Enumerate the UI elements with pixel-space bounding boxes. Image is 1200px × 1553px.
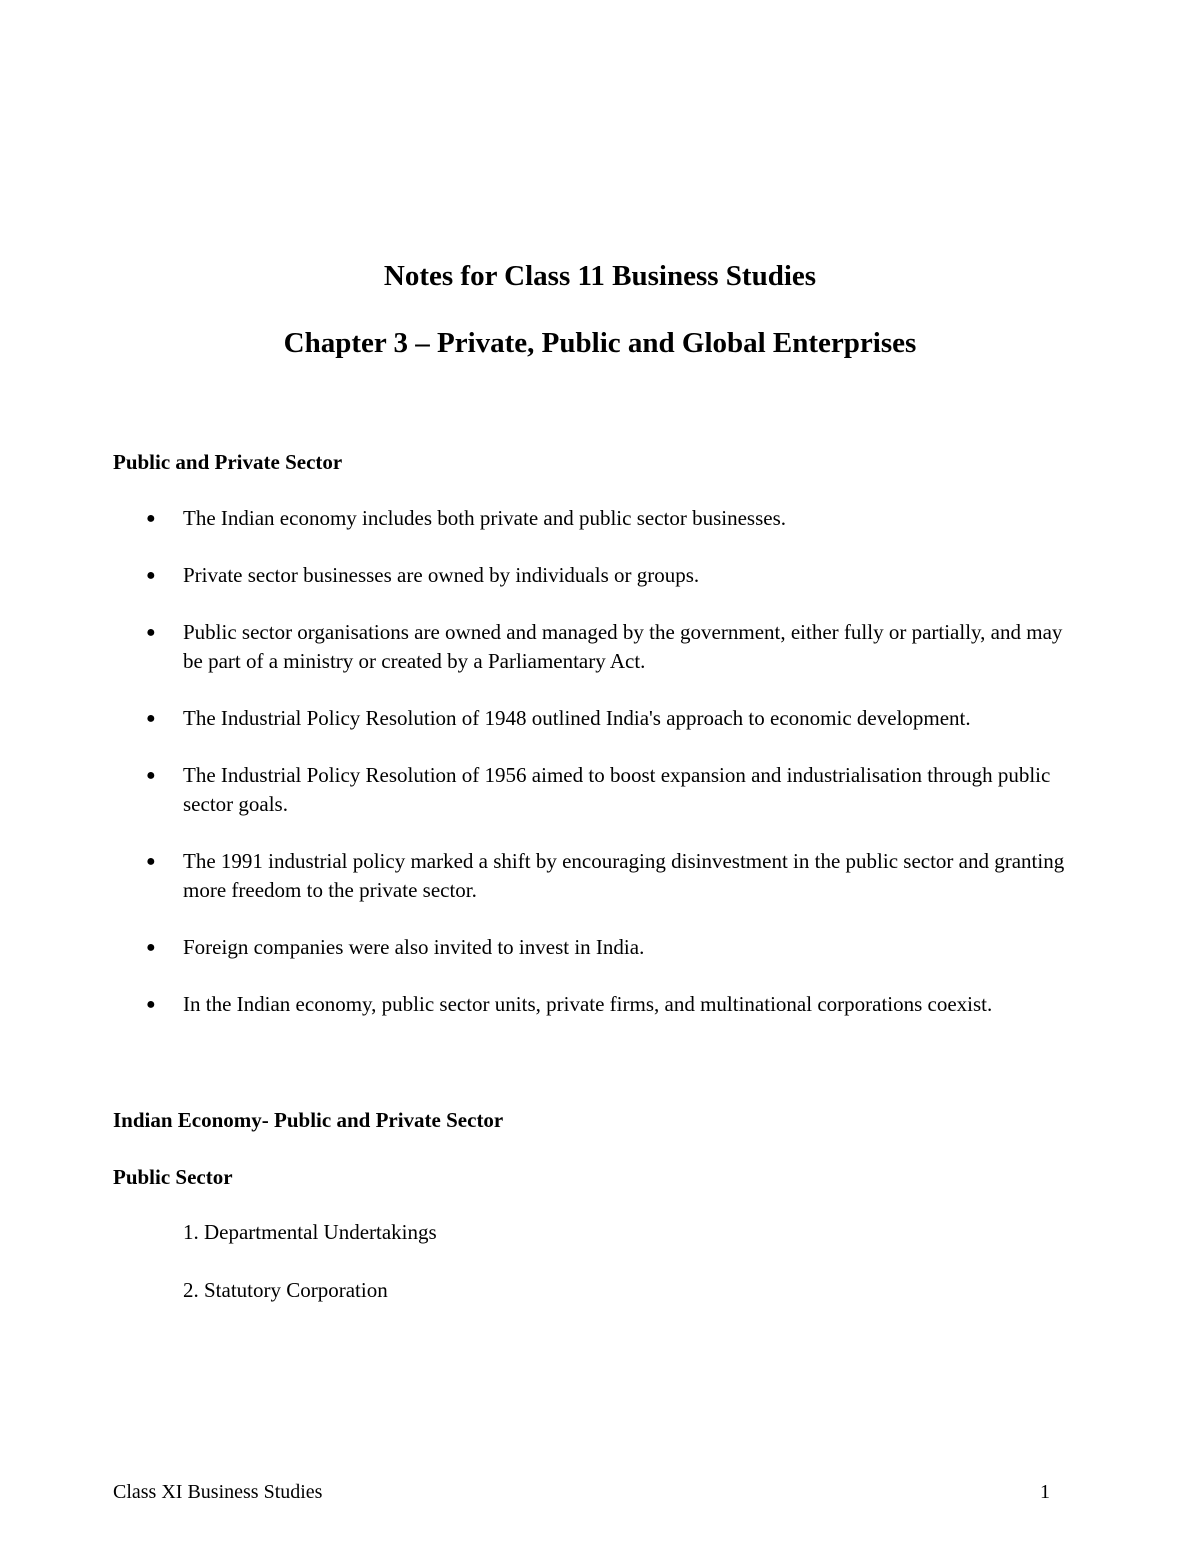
list-item: ● Foreign companies were also invited to invest in India. [113,933,1073,962]
list-item: ● Private sector businesses are owned by individuals or groups. [113,561,1073,590]
numbered-list [183,1218,437,1334]
bullet-icon: ● [146,567,156,584]
bullet-icon: ● [146,853,156,870]
list-item: 2. Statutory Corporation [183,1278,388,1302]
list-item: ● Public sector organisations are owned and managed by the government, either fully or partially, and may be part of a ministry or created by a Parliamentary Act. [146,620,1063,673]
page-number: 1 [1040,1481,1050,1503]
list-item: ● In the Indian economy, public sector units, private firms, and multinational corporations coexist. [113,990,1073,1019]
footer-label: Class XI Business Studies [113,1481,323,1503]
bullet-icon: ● [146,939,156,956]
bullet-icon: ● [146,996,156,1013]
list-item: 1. Departmental Undertakings [183,1220,437,1244]
section-heading-public-private: Public and Private Sector [113,450,343,474]
chapter-title: Chapter 3 – Private, Public and Global Enterprises [283,327,917,359]
bullet-icon: ● [146,510,156,527]
list-item: ● The Indian economy includes both private and public sector businesses. [113,504,1073,533]
list-item: ● The Industrial Policy Resolution of 1956 aimed to boost expansion and industrialisation through public sector goals. [146,763,1051,816]
bullet-icon: ● [146,710,156,727]
list-item: ● The Industrial Policy Resolution of 1948 outlined India's approach to economic development. [113,704,1073,733]
bullet-icon: ● [146,767,156,784]
document-title: Notes for Class 11 Business Studies [383,260,817,292]
list-item: ● The 1991 industrial policy marked a shift by encouraging disinvestment in the public sector and granting more freedom to the private sector. [146,849,1065,902]
section-heading-indian-economy: Indian Economy- Public and Private Sector [113,1108,504,1132]
bullet-icon: ● [146,624,156,641]
bullet-list [113,504,1073,1047]
section-heading-public-sector: Public Sector [113,1165,233,1189]
